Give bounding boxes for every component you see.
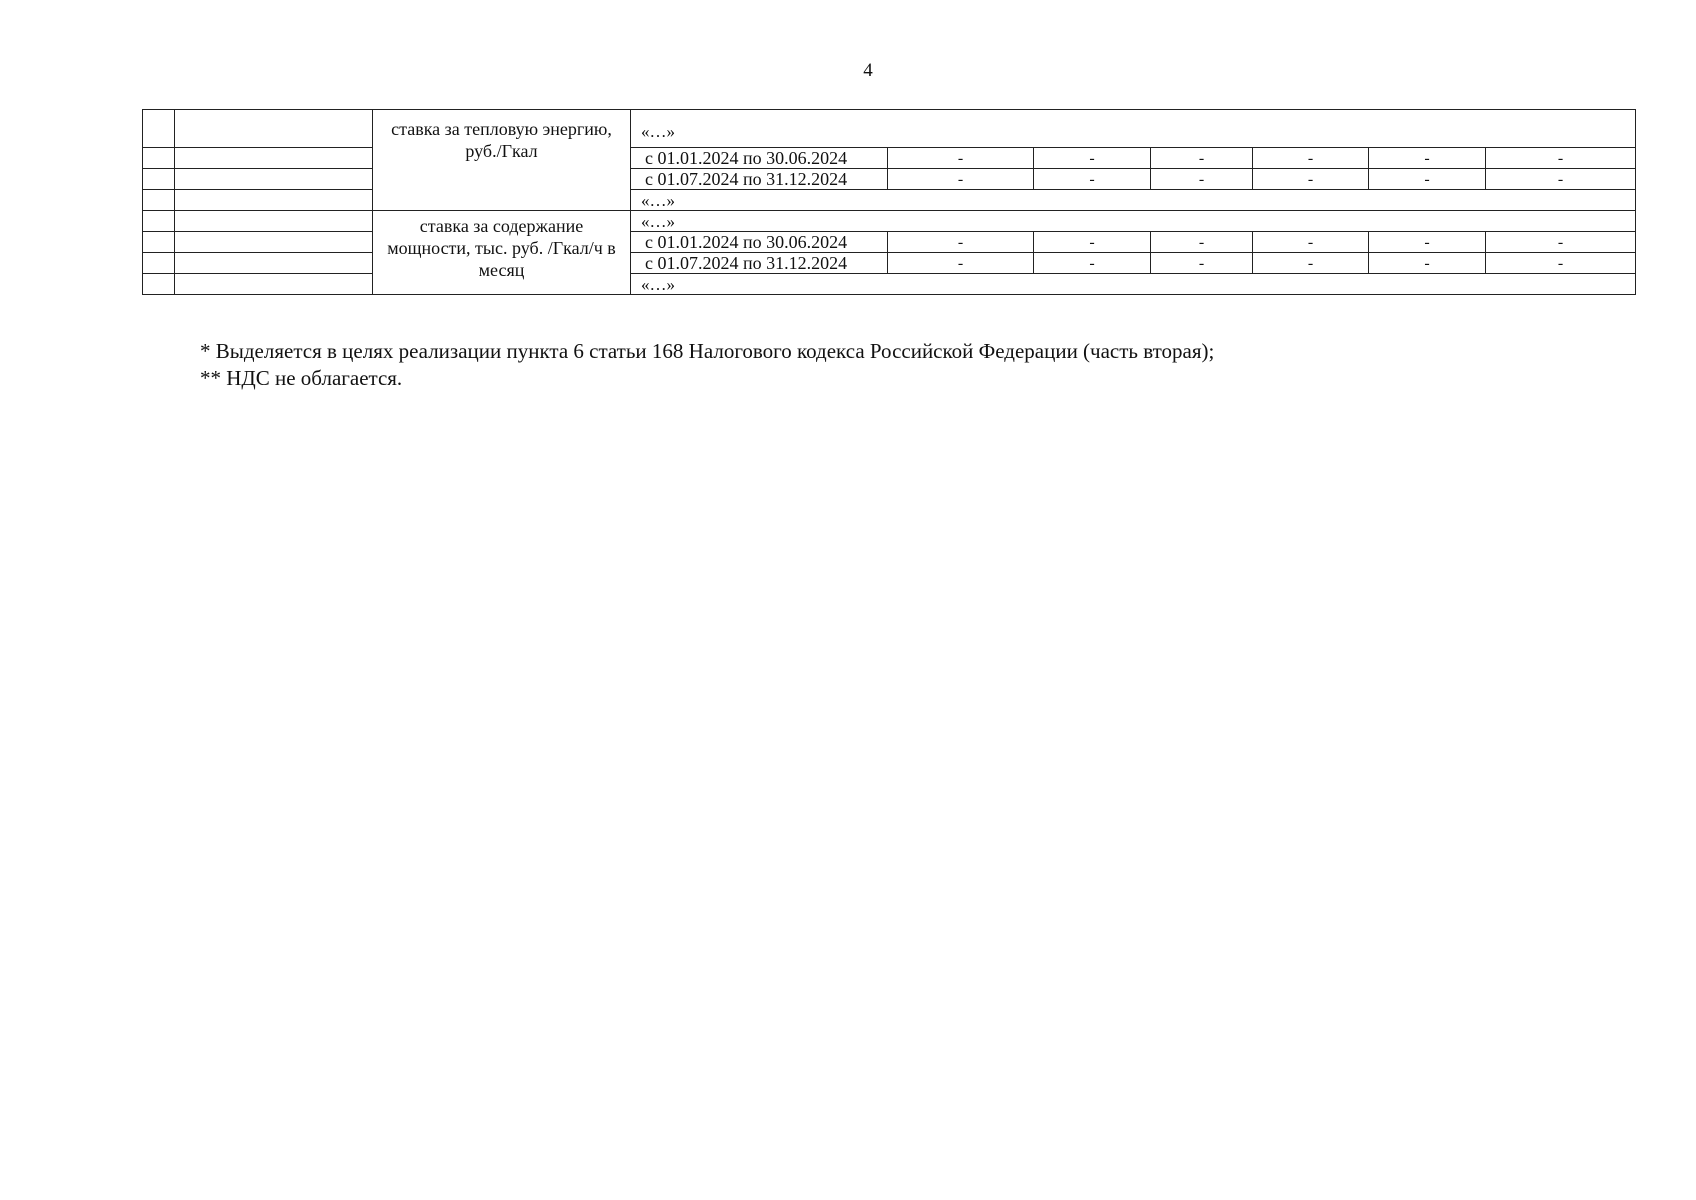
value-cell: - [1151, 169, 1253, 190]
row-number-cell [143, 253, 175, 274]
value-cell: - [1034, 148, 1151, 169]
value-cell: - [1253, 232, 1369, 253]
rate-capacity-label: ставка за содержание мощности, тыс. руб. /Гкал/ч в месяц [373, 211, 631, 295]
value-cell: - [888, 253, 1034, 274]
name-cell [175, 274, 373, 295]
row-number-cell [143, 274, 175, 295]
name-cell [175, 148, 373, 169]
name-cell [175, 253, 373, 274]
value-cell: - [1034, 232, 1151, 253]
ellipsis-cell: «…» [631, 110, 1636, 148]
value-cell: - [1151, 253, 1253, 274]
rate-heat-label: ставка за тепловую энергию, руб./Гкал [373, 110, 631, 211]
table-row [143, 148, 1636, 169]
name-cell [175, 232, 373, 253]
value-cell: - [1253, 148, 1369, 169]
period-cell: с 01.07.2024 по 31.12.2024 [631, 253, 888, 274]
name-cell [175, 190, 373, 211]
row-number-cell [143, 110, 175, 148]
footnote-vat-allocated: * Выделяется в целях реализации пункта 6 статьи 168 Налогового кодекса Российской Федерации (часть вторая); [200, 339, 1215, 363]
row-number-cell [143, 169, 175, 190]
table-row [143, 232, 1636, 253]
value-cell: - [1369, 253, 1486, 274]
period-cell: с 01.01.2024 по 30.06.2024 [631, 232, 888, 253]
row-number-cell [143, 148, 175, 169]
row-number-cell [143, 232, 175, 253]
name-cell [175, 169, 373, 190]
value-cell: - [888, 148, 1034, 169]
table-row [143, 253, 1636, 274]
value-cell: - [1486, 253, 1636, 274]
value-cell: - [1034, 169, 1151, 190]
value-cell: - [888, 169, 1034, 190]
footnotes [200, 338, 1214, 392]
value-cell: - [1486, 148, 1636, 169]
value-cell: - [1253, 169, 1369, 190]
row-number-cell [143, 190, 175, 211]
ellipsis-cell: «…» [631, 274, 1636, 295]
name-cell [175, 110, 373, 148]
table-row [143, 110, 1636, 148]
value-cell: - [1151, 148, 1253, 169]
ellipsis-cell: «…» [631, 211, 1636, 232]
row-number-cell [143, 211, 175, 232]
name-cell [175, 211, 373, 232]
footnote-vat-exempt: ** НДС не облагается. [200, 366, 403, 390]
value-cell: - [888, 232, 1034, 253]
period-cell: с 01.07.2024 по 31.12.2024 [631, 169, 888, 190]
period-cell: с 01.01.2024 по 30.06.2024 [631, 148, 888, 169]
page-number: 4 [863, 60, 873, 81]
table-row [143, 169, 1636, 190]
value-cell: - [1253, 253, 1369, 274]
tariff-table [142, 109, 1636, 295]
value-cell: - [1369, 232, 1486, 253]
table-row [143, 211, 1636, 232]
value-cell: - [1034, 253, 1151, 274]
value-cell: - [1486, 169, 1636, 190]
table-row [143, 190, 1636, 211]
value-cell: - [1369, 148, 1486, 169]
table-row [143, 274, 1636, 295]
ellipsis-cell: «…» [631, 190, 1636, 211]
value-cell: - [1369, 169, 1486, 190]
value-cell: - [1486, 232, 1636, 253]
value-cell: - [1151, 232, 1253, 253]
